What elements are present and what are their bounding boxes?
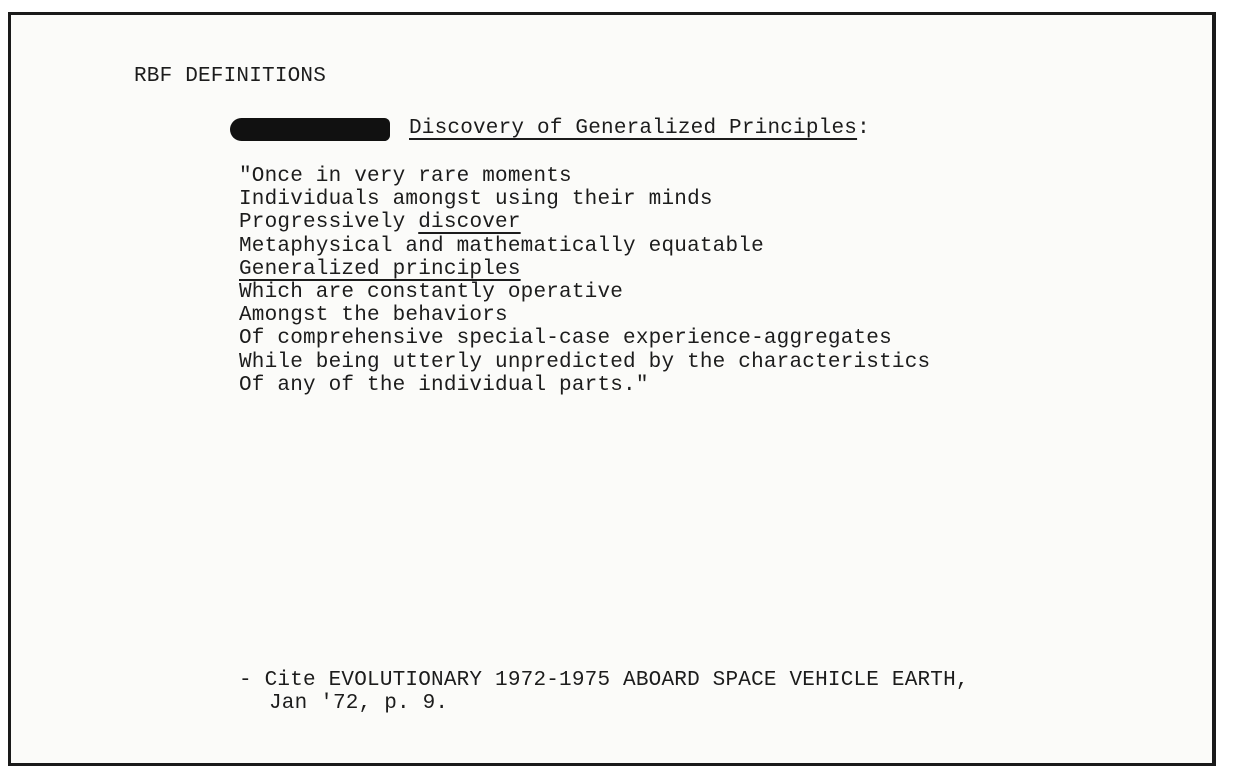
quote-line <box>239 235 930 258</box>
quote-line <box>239 374 930 397</box>
quote-line <box>239 281 930 304</box>
quote-block <box>239 165 930 397</box>
quote-line <box>239 258 930 281</box>
underlined-text: Generalized principles <box>239 257 521 281</box>
entry-title-text: Discovery of Generalized Principles <box>409 117 858 140</box>
quote-line <box>239 327 930 350</box>
definition-card <box>8 12 1216 766</box>
header-title: RBF DEFINITIONS <box>134 65 327 88</box>
citation-line-2: Jan '72, p. 9. <box>269 692 449 715</box>
quote-line <box>239 165 930 188</box>
quote-text: Metaphysical and mathematically equatable <box>239 234 764 258</box>
quote-line <box>239 304 930 327</box>
quote-line <box>239 211 930 234</box>
quote-line <box>239 188 930 211</box>
redaction-mark <box>230 118 390 141</box>
quote-text: Of any of the individual parts." <box>239 373 649 397</box>
quote-text: "Once in very rare moments <box>239 165 572 188</box>
quote-text: Individuals amongst using their minds <box>239 188 713 212</box>
quote-text: Of comprehensive special-case experience-aggregates <box>239 327 892 351</box>
quote-text: Which are constantly operative <box>239 280 624 304</box>
underlined-text: discover <box>418 211 521 235</box>
quote-text: Progressively <box>239 211 419 235</box>
quote-text: While being utterly unpredicted by the characteristics <box>239 350 931 374</box>
quote-line <box>239 351 930 374</box>
entry-title-colon: : <box>857 117 870 140</box>
citation <box>239 669 969 715</box>
entry-title <box>409 117 870 140</box>
quote-text: Amongst the behaviors <box>239 304 508 328</box>
citation-line-1: - Cite EVOLUTIONARY 1972-1975 ABOARD SPACE VEHICLE EARTH, <box>239 669 969 692</box>
